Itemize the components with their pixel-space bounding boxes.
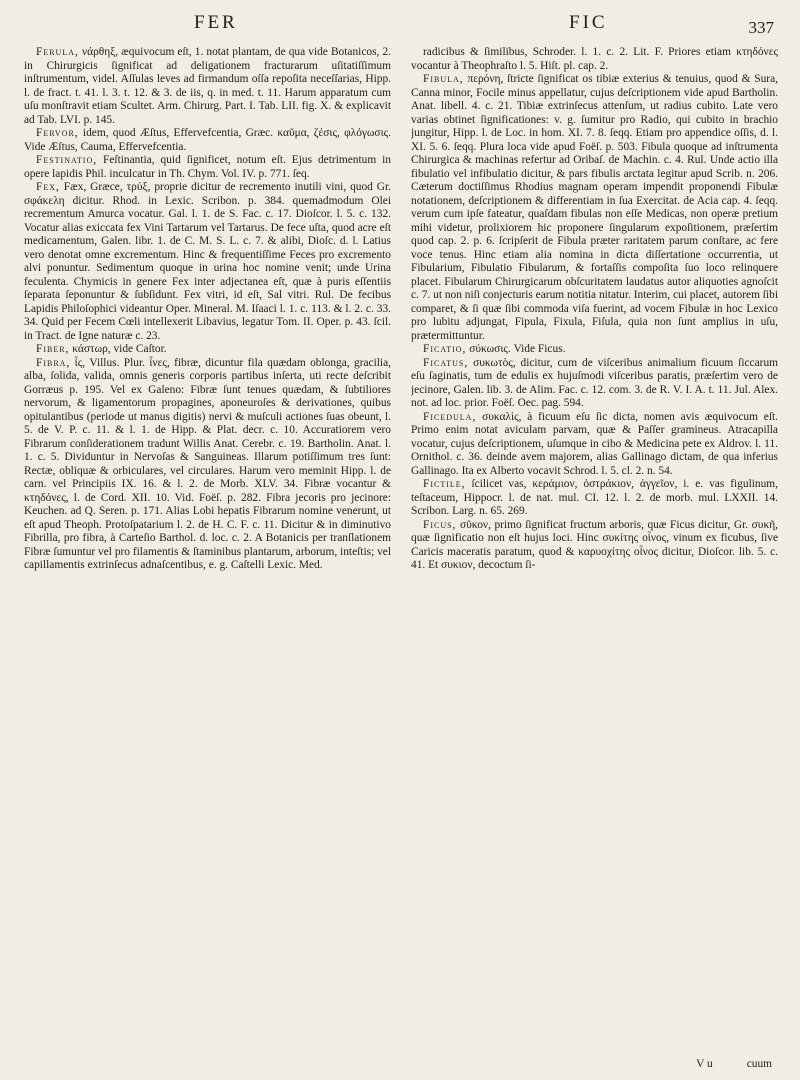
entry-headword: Fictile, <box>423 478 466 490</box>
page-footer <box>24 1058 778 1070</box>
entry-headword: Fex, <box>36 181 60 193</box>
entry-text: radicibus & ſimilibus, Schroder. l. 1. c. 2. Lit. F. Priores etiam κτηδόνες vocantur à Theophraſto l. 5. Hiſt. pl. cap. 2. <box>411 46 778 72</box>
dictionary-entry <box>24 181 391 343</box>
dictionary-entry <box>24 357 391 573</box>
text-columns <box>24 46 778 1056</box>
entry-text: συκαλὶς, à ficuum eſu ſic dicta, nomen avis æquivocum eſt. Primo enim notat aviculam parvam, quæ & Paſſer gramineus. Atracapilla vocatur, cujus deſcriptionem, uſumque in cibo & Medicina pete ex Aldrov. l. 11. Ornithol. c. 36. deinde avem majorem, alias Gallinago dictam, de qua inferius Gallinago. Ita ex Alberto vocavit Schrod. l. 5. cl. 2. n. 54. <box>411 410 778 477</box>
dictionary-entry <box>24 343 391 357</box>
entry-headword: Ficatio, <box>423 343 467 355</box>
dictionary-entry <box>24 154 391 181</box>
entry-headword: Fervor, <box>36 127 79 139</box>
page-number: 337 <box>748 18 774 37</box>
entry-headword: Fibula, <box>423 73 464 85</box>
running-head-right: FIC <box>569 12 608 33</box>
signature-mark: V u <box>696 1058 713 1070</box>
entry-text: συκωτὸς, dicitur, cum de viſceribus animalium ficuum ſiccarum eſu ſaginatis, tum de edulis ex hujuſmodi viſceribus paratis, præſertim vero de jecinore, Galen. lib. 3. de Alim. Fac. c. 12. com. 3. de R. V. I. A. t. 11. Jul. Alex. not. ad loc. prior. Foëſ. Oec. pag. 594. <box>411 356 778 409</box>
dictionary-entry <box>411 357 778 411</box>
entry-text: Feſtinantia, quid ſignificet, notum eſt. Ejus detrimentum in opere lapidis Phil. inculcatur in Th. Chym. Vol. IV. p. 771. ſeq. <box>24 154 391 180</box>
dictionary-entry <box>24 46 391 127</box>
dictionary-entry <box>411 73 778 343</box>
right-column <box>411 46 778 1056</box>
entry-headword: Ferula, <box>36 46 79 58</box>
entry-headword: Ficedula, <box>423 410 477 423</box>
entry-text: νάρθηξ, æquivocum eſt, 1. notat plantam, de qua vide Botanicos, 2. in Chirurgicis ſignificat ad deligationem fracturarum uſitatiſſimum inſtrumentum, videl. Aſſulas leves ad firmandum oſſa repoſita neceſſarias, Hipp. l. de fract. t. 41. l. 3. t. 12. & 3. de iis, q. in med. t. 11. Harum apparatum cum uſu monſtravit etiam Scultet. Arm. Chirurg. Part. I. Tab. LII. fig. X. & explicavit ad Tab. LVI. p. 145. <box>24 46 391 126</box>
dictionary-entry <box>411 478 778 519</box>
entry-text: idem, quod Æſtus, Effervefcentia, Græc. καῦμα, ζέσις, φλόγωσις. Vide Æſtus, Cauma, Effervefcentia. <box>24 127 391 153</box>
page-header <box>24 0 778 46</box>
entry-headword: Festinatio, <box>36 154 98 166</box>
entry-headword: Ficatus, <box>423 356 469 369</box>
entry-text: ἶς, Villus. Plur. ἶνες, fibræ, dicuntur fila quædam oblonga, gracilia, alba, ſolida, valida, omnis generis corporis partibus inſerta, uti recte deſcribit Gorræus p. 195. Vel ex Galeno: Fibræ ſunt tenues quædam, & ſubtiliores nervorum, & ligamentorum propagines, aponeuroſes & derivationes, quibus opitulantibus (periode ut manus digitis) nervi & muſculi actiones ſuas obeunt, l. 5. de V. P. c. 11. & l. 1. de Hipp. & Plat. decr. c. 10. Accuratiorem vero Fibrarum conſiderationem tradunt Willis Anat. Cerebr. c. 19. Bartholin. Anat. l. 1. c. 5. Dividuntur in Nervoſas & Sanguineas. Illarum potiſſimum tres ſunt: Rectæ, obliquæ & orbiculares, vel circulares. Harum vero meminit Hipp. l. de carn. vel Principiis IX. 16. & l. 2. de Morb. XLV. 34. Fibræ vocantur & κτηδόνες, l. de Cord. XII. 10. Vid. Foëſ. p. 282. Fibra jecoris pro jecinore: Keuchen. ad Q. Seren. p. 171. Alias Lobi hepatis Fibrarum nomine venerunt, ut eſt apud Theoph. Protoſpatarium l. 2. de H. C. F. c. 11. Dicitur & in diminutivo Fibrilla, pro fibra, à Carteſio Barthol. d. loc. c. 2. A Botanicis per tranſlationem Fibræ ſumuntur vel pro filamentis & ſtaminibus plantarum, arborum, inteſtis; vel capillamentis extrinſecus adnaſcentibus, e. g. Caſtelli Lexic. Med. <box>24 356 391 571</box>
dictionary-entry <box>411 519 778 573</box>
entry-text: ſcilicet vas, κεράμιον, ὀστράκιον, ἀγγεῖον, i. e. vas figulinum, teſtaceum, Hippocr. l. de nat. mul. CI. 12. l. 2. de morb. mul. LXXII. 14. Scribon. Larg. n. 65. 269. <box>411 478 778 517</box>
entry-text: κάστωρ, vide Caſtor. <box>72 343 167 355</box>
entry-headword: Fiber, <box>36 343 70 355</box>
entry-headword: Ficus, <box>423 518 457 531</box>
running-head-left: FER <box>194 12 238 33</box>
entry-headword: Fibra, <box>36 356 71 369</box>
catchword: cuum <box>746 1058 772 1070</box>
entry-text: περόνη, ſtricte ſignificat os tibiæ exterius & tenuius, quod & Sura, Canna minor, Focile minus appellatur, cujus deſcriptionem vide apud Bartholin. Anat. libell. 4. c. 21. Tibiæ extrinſecus attenſum, ut radius cubito. Late vero varias obtinet ſignificationes: v. g. ſumitur pro Radio, qui cubito in brachio jungitur, Hipp. l. de Loc. in hom. XI. 7. 8. ſeqq. Etiam pro appendice oſſis, d. l. XI. 5. 6. ſeqq. Plura loca vide apud Foëſ. p. 503. Fibula quoque ad inſtrumenta Chirurgica & machinas refertur ad Oribaſ. de Machin. c. 4. Rul. Unde actio illa fibulatio vel infibulatio dicitur, & pars fibulis arctata legitur apud Scrib. n. 206. Cæterum doctiſſimus Rhodius magnam operam impendit proponendi Fibulæ notationem, deſcriptionem & differentiam in ſua Exercitat. de Acia cap. 4. ſeqq. verum cum ipſe fateatur, quaſdam fibulas non eſſe Medicas, non operæ pretium mihi videtur, prolixiorem hic proponere ſingularum expoſitionem, præſertim quod cap. 2. p. 6. ſcripſerit de Fibula præter raritatem parum conſtare, ac fere voce tenus. Hinc etiam alia nomina in dicta diſſertatione occurrentia, ut Fibularium, Fibulatio Fibularum, & fortaſſis compoſita ſuo loco relinquere placet. Fibularum Chirurgicarum obſcuritatem laudatus autor aliquoties agnoſcit c. 7. ut non niſi conjecturis earum notitia nitatur. Interim, cui placet, autorem ſibi comparet, & ſi quæ ſibi commoda viſa fuerint, ad vocem Fibulæ in hoc Lexico pro lubitu adjungat, Fipula, Fixula, Fiſula, quia non ſunt amplius in uſu, prætermittuntur. <box>411 73 778 342</box>
dictionary-entry <box>411 343 778 357</box>
entry-text: Fæx, Græce, τρύξ, proprie dicitur de recremento inutili vini, quod Gr. σφάκελη dicitur. Rhod. in Lexic. Scribon. p. 384. quemadmodum Olei recrementum Amurca vocatur. Gal. l. 1. de S. Fac. c. 17. Dioſcor. l. 5. c. 132. Vocatur alias exiccata fex Vini Tartarum vel Tartarus. De fece uſta, quod acre eſt medicamentum, Galen. libr. 1. de C. M. S. L. c. 7. & alibi, Dioſc. d. l. Latius vero denotat omne excrementum. Hinc & frequentiſſime Feces pro excremento alvi ponuntur. Sedimentum quoque in urina hoc nomine venit; unde Urina feculenta. Chymicis in genere Fex inter adjectanea eſt, quæ à puris eſſentiis ſeparata ſeponuntur & ſubſidunt. Fex vitri, id eſt, Sal vitri. Rul. De fecibus Lapidis Philoſophici videantur Oper. Mineral. M. Iſaaci l. 1. c. 113. & l. 2. c. 33. 34. Quid per Fecem Cœli intellexerit Libavius, legatur Tom. II. Oper. p. 43. ſcil. in Tract. de Igne naturæ c. 23. <box>24 181 391 342</box>
dictionary-entry <box>411 46 778 73</box>
dictionary-entry <box>24 127 391 154</box>
entry-text: σύκωσις. Vide Ficus. <box>469 343 566 355</box>
dictionary-entry <box>411 411 778 479</box>
left-column <box>24 46 391 1056</box>
entry-text: σῦκον, primo ſignificat fructum arboris, quæ Ficus dicitur, Gr. συκῆ, quæ ſignificatio non eſt hujus loci. Hinc συκίτης οἶνος, vinum ex ficubus, ſive Caricis maceratis paratum, quod & καρυοχίτης οἶνος dicitur, Dioſcor. lib. 5. c. 41. Et συκιον, decoctum ſi- <box>411 518 778 571</box>
